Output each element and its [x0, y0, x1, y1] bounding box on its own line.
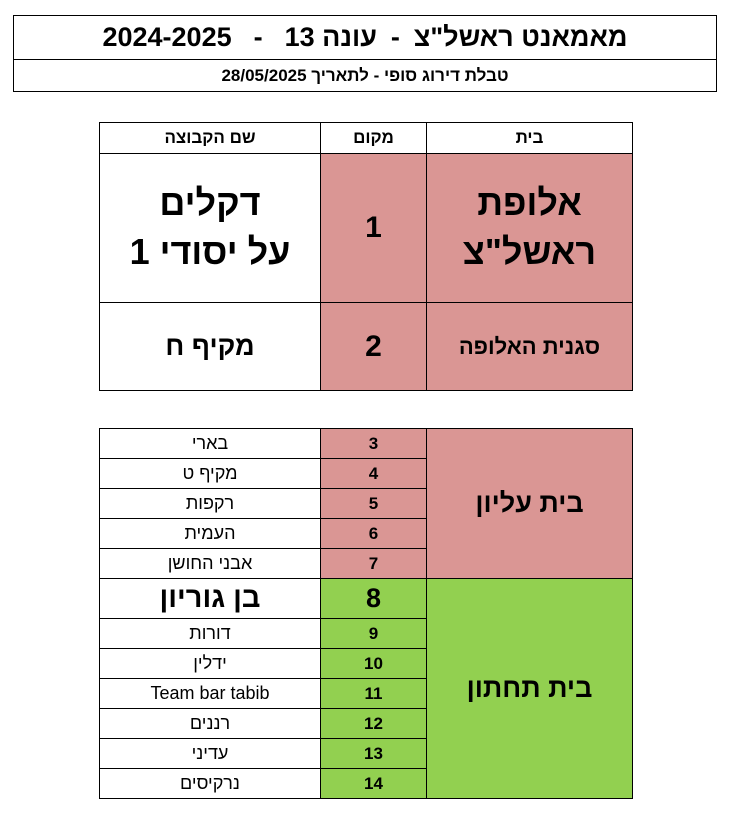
top-ranking-table: [99, 122, 633, 391]
team-cell: רננים: [100, 709, 321, 739]
title-separator: -: [253, 22, 263, 52]
team-cell: מקיף ט: [100, 459, 321, 489]
place-cell: 4: [321, 459, 427, 489]
place-cell: 6: [321, 519, 427, 549]
team-cell: מקיף ח: [100, 303, 321, 391]
team-cell: בן גוריון: [100, 579, 321, 619]
place-cell: 7: [321, 549, 427, 579]
place-cell: 3: [321, 429, 427, 459]
col-place-header: מקום: [321, 123, 427, 154]
team-name-line1: דקלים: [159, 182, 261, 224]
table-row: [100, 429, 633, 459]
place-cell: 13: [321, 739, 427, 769]
team-cell: נרקיסים: [100, 769, 321, 799]
house-cell: אלופת ראשל"צ: [427, 154, 633, 303]
team-cell: Team bar tabib: [100, 679, 321, 709]
table-header-row: [100, 123, 633, 154]
team-name-line2: על יסודי 1: [129, 231, 291, 272]
house-cell: סגנית האלופה: [427, 303, 633, 391]
table-row: [100, 154, 633, 303]
team-cell: העמית: [100, 519, 321, 549]
col-house-header: בית: [427, 123, 633, 154]
page-title: [13, 15, 717, 60]
title-years: 2024-2025: [102, 22, 232, 52]
place-cell: 5: [321, 489, 427, 519]
place-cell: 14: [321, 769, 427, 799]
team-cell: ידלין: [100, 649, 321, 679]
place-cell: 10: [321, 649, 427, 679]
page-subtitle: טבלת דירוג סופי - לתאריך 28/05/2025: [13, 59, 717, 92]
table-row: [100, 579, 633, 619]
title-season: עונה 13: [284, 22, 377, 52]
table-row: [100, 303, 633, 391]
team-cell: עדיני: [100, 739, 321, 769]
lower-house-cell: בית תחתון: [427, 579, 633, 799]
place-cell: 11: [321, 679, 427, 709]
place-cell: 9: [321, 619, 427, 649]
houses-ranking-table: [99, 428, 633, 799]
place-cell: 1: [321, 154, 427, 303]
col-team-header: שם הקבוצה: [100, 123, 321, 154]
team-cell: [100, 154, 321, 303]
place-cell: 2: [321, 303, 427, 391]
team-cell: אבני החושן: [100, 549, 321, 579]
team-cell: דורות: [100, 619, 321, 649]
place-cell: 12: [321, 709, 427, 739]
place-cell: 8: [321, 579, 427, 619]
title-name: מאמאנט ראשל"צ: [413, 22, 628, 52]
title-separator: -: [390, 22, 400, 52]
upper-house-cell: בית עליון: [427, 429, 633, 579]
team-cell: רקפות: [100, 489, 321, 519]
team-cell: בארי: [100, 429, 321, 459]
